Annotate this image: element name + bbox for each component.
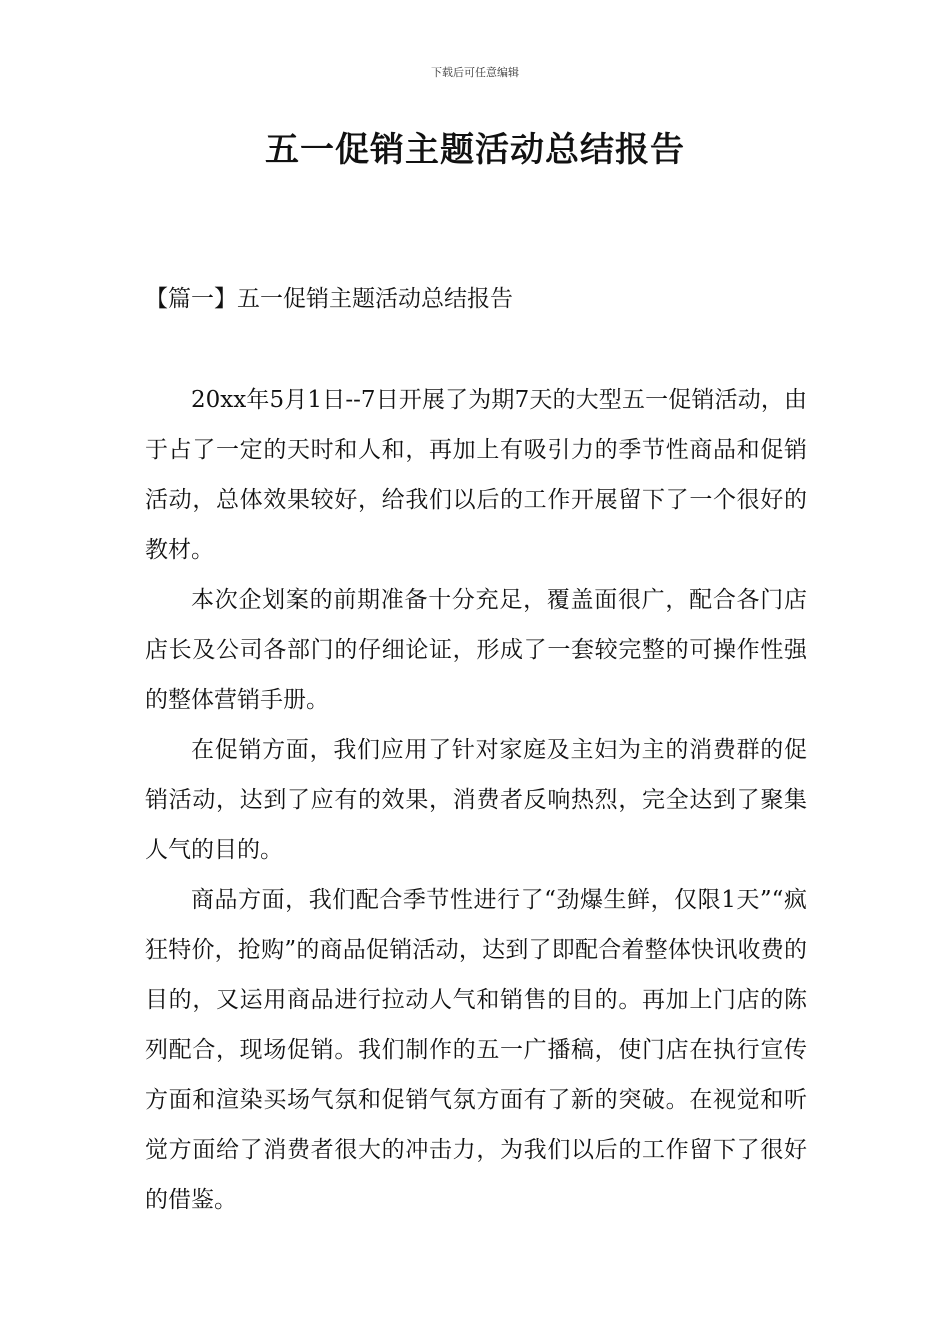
header-note: 下载后可任意编辑 xyxy=(431,66,519,79)
paragraph-4: 商品方面，我们配合季节性进行了“劲爆生鲜，仅限1天”“疯狂特价，抢购”的商品促销活动，达到了即配合着整体快讯收费的目的，又运用商品进行拉动人气和销售的目的。再加上门店的陈列配合，现场促销。我们制作的五一广播稿，使门店在执行宣传方面和渲染买场气氛和促销气氛方面有了新的突破。在视觉和听觉方面给了消费者很大的冲击力，为我们以后的工作留下了很好的借鉴。 xyxy=(145,887,807,1213)
paragraph-2: 本次企划案的前期准备十分充足，覆盖面很广，配合各门店店长及公司各部门的仔细论证，形成了一套较完整的可操作性强的整体营销手册。 xyxy=(145,587,807,713)
section-heading: 【篇一】五一促销主题活动总结报告 xyxy=(145,286,513,312)
document-title: 五一促销主题活动总结报告 xyxy=(265,130,685,170)
paragraph-3: 在促销方面，我们应用了针对家庭及主妇为主的消费群的促销活动，达到了应有的效果，消费者反响热烈，完全达到了聚集人气的目的。 xyxy=(145,737,807,863)
body-text xyxy=(145,375,807,1225)
paragraph-1: 20xx年5月1日--7日开展了为期7天的大型五一促销活动，由于占了一定的天时和人和，再加上有吸引力的季节性商品和促销活动，总体效果较好，给我们以后的工作开展留下了一个很好的教材。 xyxy=(145,387,807,563)
